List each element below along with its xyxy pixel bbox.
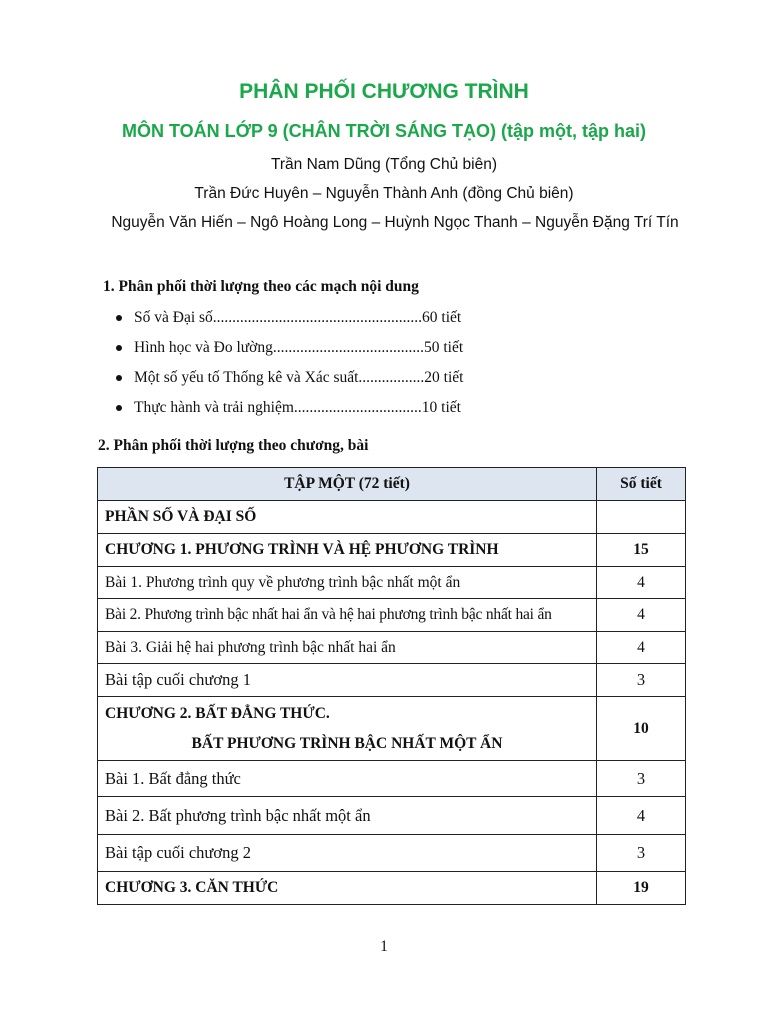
row-value: [597, 501, 686, 534]
list-item-text: Số và Đại số......................................................60 tiết: [134, 309, 462, 326]
row-label: CHƯƠNG 1. PHƯƠNG TRÌNH VÀ HỆ PHƯƠNG TRÌNH: [98, 534, 597, 567]
column-header-content: TẬP MỘT (72 tiết): [98, 468, 597, 501]
row-label: CHƯƠNG 3. CĂN THỨC: [98, 872, 597, 905]
author-line-1: Trần Nam Dũng (Tổng Chủ biên): [271, 156, 497, 173]
row-value: 4: [597, 599, 686, 632]
table-row: [98, 797, 686, 835]
row-value: 3: [597, 761, 686, 797]
lesson-table: [97, 467, 686, 905]
table-row: [98, 501, 686, 534]
table-row: [98, 835, 686, 872]
row-label: Bài 3. Giải hệ hai phương trình bậc nhất hai ẩn: [98, 632, 597, 664]
content-strand-list: [114, 306, 463, 426]
row-value: 10: [597, 697, 686, 761]
bullet-icon: [116, 405, 122, 411]
author-line-3: Nguyễn Văn Hiến – Ngô Hoàng Long – Huỳnh Ngọc Thanh – Nguyễn Đặng Trí Tín: [111, 214, 679, 231]
list-item-text: Thực hành và trải nghiệm.................................10 tiết: [134, 399, 461, 416]
list-item: [114, 366, 463, 396]
section-1-heading: 1. Phân phối thời lượng theo các mạch nội dung: [103, 278, 419, 295]
section-2-heading: 2. Phân phối thời lượng theo chương, bài: [98, 437, 369, 454]
row-label: [98, 697, 597, 761]
author-line-2: Trần Đức Huyên – Nguyễn Thành Anh (đồng Chủ biên): [194, 185, 574, 202]
row-label: Bài 1. Bất đẳng thức: [98, 761, 597, 797]
bullet-icon: [116, 345, 122, 351]
table-row: [98, 599, 686, 632]
row-value: 4: [597, 632, 686, 664]
table-row: [98, 534, 686, 567]
list-item: [114, 306, 463, 336]
chapter-2-title-line-2: BẤT PHƯƠNG TRÌNH BẬC NHẤT MỘT ẨN: [191, 734, 503, 752]
row-value: 4: [597, 797, 686, 835]
row-value: 3: [597, 835, 686, 872]
row-value: 15: [597, 534, 686, 567]
row-label: Bài tập cuối chương 1: [98, 664, 597, 697]
document-title: PHÂN PHỐI CHƯƠNG TRÌNH: [239, 80, 529, 103]
list-item: [114, 336, 463, 366]
list-item-text: Hình học và Đo lường.......................................50 tiết: [134, 339, 464, 356]
list-item: [114, 396, 463, 426]
chapter-2-title-line-1: CHƯƠNG 2. BẤT ĐẲNG THỨC.: [105, 704, 330, 722]
row-label: Bài tập cuối chương 2: [98, 835, 597, 872]
row-label: PHẦN SỐ VÀ ĐẠI SỐ: [98, 501, 597, 534]
row-value: 4: [597, 567, 686, 599]
page-number: 1: [380, 938, 388, 955]
bullet-icon: [116, 375, 122, 381]
table-row: [98, 697, 686, 761]
table-row: [98, 567, 686, 599]
row-value: 3: [597, 664, 686, 697]
table-row: [98, 664, 686, 697]
column-header-periods: Số tiết: [597, 468, 686, 501]
list-item-text: Một số yếu tố Thống kê và Xác suất.................20 tiết: [134, 369, 464, 386]
document-subtitle: MÔN TOÁN LỚP 9 (CHÂN TRỜI SÁNG TẠO) (tập một, tập hai): [121, 121, 647, 141]
bullet-icon: [116, 315, 122, 321]
table-row: [98, 632, 686, 664]
table-header-row: [98, 468, 686, 501]
row-label: Bài 2. Bất phương trình bậc nhất một ẩn: [98, 797, 597, 835]
row-label: Bài 2. Phương trình bậc nhất hai ẩn và hệ hai phương trình bậc nhất hai ẩn: [98, 599, 597, 632]
table-row: [98, 872, 686, 905]
row-value: 19: [597, 872, 686, 905]
row-label: Bài 1. Phương trình quy về phương trình bậc nhất một ẩn: [98, 567, 597, 599]
table-row: [98, 761, 686, 797]
